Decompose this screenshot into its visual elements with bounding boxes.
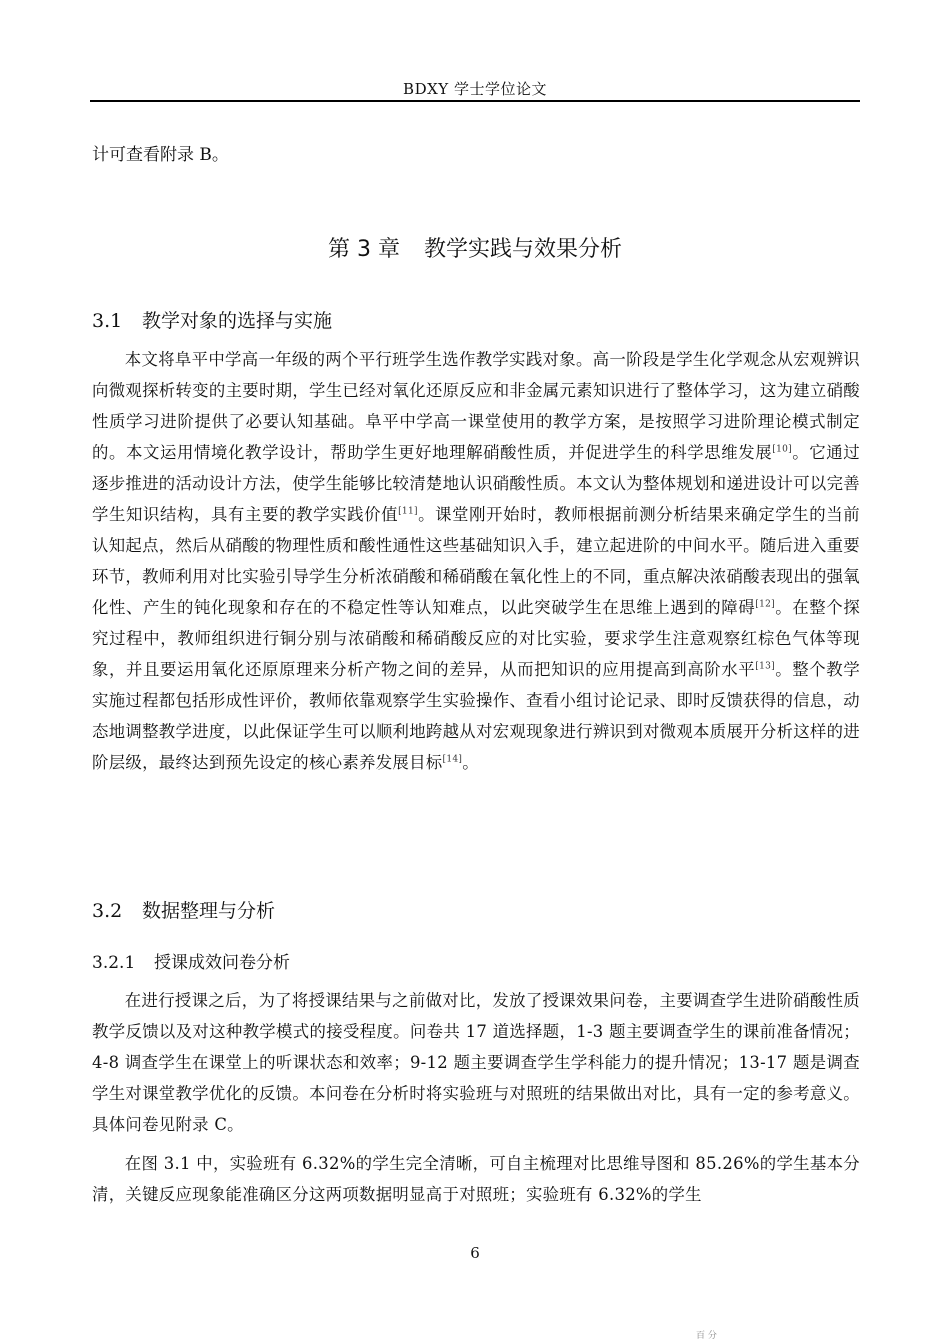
paragraph-text: 。它通过逐步推进的活动设计方法，使学生能够比较清楚地认识硝酸性质。本文认为整体规划和递进设计可以完善学生知识结构，具有主要的教学实践价值 [92,443,860,524]
section-number: 3.1 [92,310,123,332]
paragraph-text: 。 [462,753,479,772]
chapter-title: 教学实践与效果分析 [423,237,622,262]
subsection-number: 3.2.1 [92,953,136,973]
paragraph-text: 。在整个探究过程中，教师组织进行铜分别与浓硝酸和稀硝酸反应的对比实验，要求学生注意观察红棕色气体等现象，并且要运用氧化还原原理来分析产物之间的差异，从而把知识的应用提高到高阶水平 [92,598,861,679]
paragraph-text: 。整个教学实施过程都包括形成性评价，教师依靠观察学生实验操作、查看小组讨论记录、即时反馈获得的信息，动态地调整教学进度，以此保证学生可以顺利地跨越从对宏观现象进行辨识到对微观本质展开分析这样的进阶层级，最终达到预先设定的核心素养发展目标 [92,660,861,772]
paragraph-text: 本文将阜平中学高一年级的两个平行班学生选作教学实践对象。高一阶段是学生化学观念从宏观辨识向微观探析转变的主要时期，学生已经对氧化还原反应和非金属元素知识进行了整体学习，这为建立硝酸性质学习进阶提供了必要认知基础。阜平中学高一课堂使用的教学方案，是按照学习进阶理论模式制定的。本文运用情境化教学设计，帮助学生更好地理解硝酸性质，并促进学生的科学思维发展 [92,350,860,462]
citation-ref: [12] [755,599,775,610]
citation-ref: [11] [398,506,418,517]
paragraph-questionnaire: 在进行授课之后，为了将授课结果与之前做对比，发放了授课效果问卷，主要调查学生进阶硝酸性质教学反馈以及对这种教学模式的接受程度。问卷共 17 道选择题，1-3 题主要调查学生的课前准备情况；4-8 调查学生在课堂上的听课状态和效率；9-12 题主要调查学生学科能力的提升情况；13-17 题是调查学生对课堂教学优化的反馈。本问卷在分析时将实验班与对照班的结果做出对比，具有一定的参考意义。具体问卷见附录 C。 [92,991,860,1134]
section-heading-3-1 [92,306,332,333]
subsection-title: 授课成效问卷分析 [154,953,290,973]
section-number: 3.2 [92,900,123,922]
footer-mark: 百 分 [696,1331,717,1341]
citation-ref: [14] [442,754,463,765]
subsection-heading-3-2-1 [92,948,290,973]
page-number: 6 [470,1244,480,1262]
header-rule [90,100,860,102]
running-header: BDXY 学士学位论文 [403,80,547,98]
paragraph-text: 。课堂刚开始时，教师根据前测分析结果来确定学生的当前认知起点，然后从硝酸的物理性质和酸性通性这些基础知识入手，建立起进阶的中间水平。随后进入重要环节，教师利用对比实验引导学生分析浓硝酸和稀硝酸在氧化性上的不同，重点解决浓硝酸表现出的强氧化性、产生的钝化现象和存在的不稳定性等认知难点，以此突破学生在思维上遇到的障碍 [92,505,860,617]
citation-ref: [13] [755,661,775,672]
section-title: 数据整理与分析 [142,900,276,922]
chapter-heading [90,232,860,263]
citation-ref: [10] [772,444,792,455]
paragraph-teaching-implementation [92,344,860,778]
chapter-number: 第 3 章 [328,237,400,262]
continuation-line: 计可查看附录 B。 [92,145,229,165]
section-title: 教学对象的选择与实施 [142,310,333,332]
section-heading-3-2 [92,896,275,923]
paragraph-figure-analysis: 在图 3.1 中，实验班有 6.32%的学生完全清晰，可自主梳理对比思维导图和 85.26%的学生基本分清，关键反应现象能准确区分这两项数据明显高于对照班；实验班有 6.32%的学生 [92,1154,860,1204]
